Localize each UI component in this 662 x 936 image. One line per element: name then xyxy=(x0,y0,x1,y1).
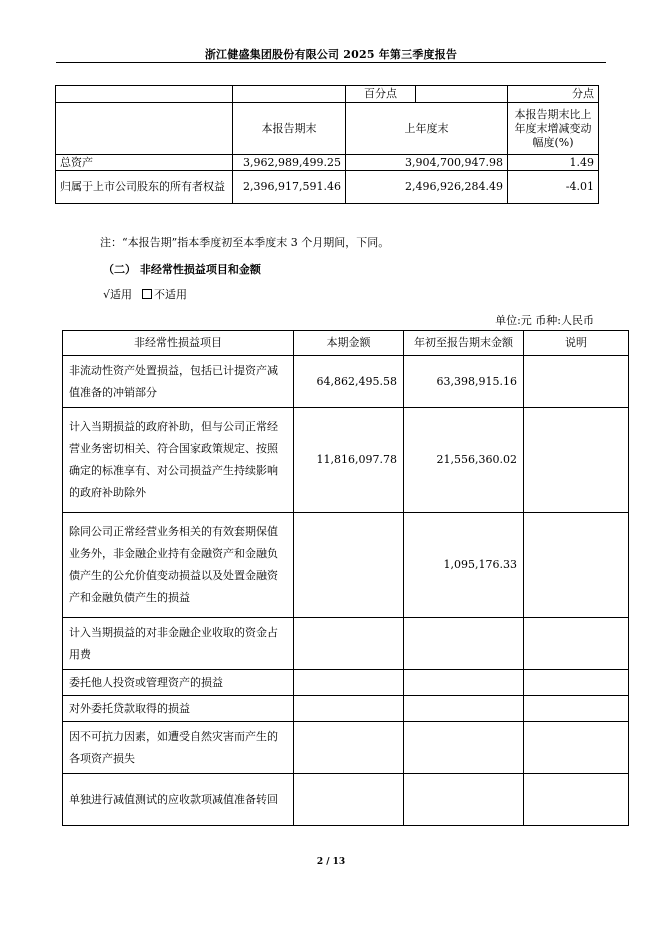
applicable-label: 适用 xyxy=(110,288,133,301)
not-applicable-label: 不适用 xyxy=(154,288,188,301)
table-row-item: 委托他人投资或管理资产的损益 xyxy=(63,670,294,696)
table-row-note xyxy=(524,670,629,696)
table-row-current xyxy=(294,774,404,826)
row-equity-label: 归属于上市公司股东的所有者权益 xyxy=(56,171,233,204)
period-note: 注：“本报告期”指本季度初至本季度末 3 个月期间，下同。 xyxy=(100,236,390,249)
row-total-assets-label: 总资产 xyxy=(56,155,233,171)
table-row-ytd: 1,095,176.33 xyxy=(404,513,524,618)
table-row-item: 因不可抗力因素，如遭受自然灾害而产生的各项资产损失 xyxy=(63,722,294,774)
key-financial-table xyxy=(55,85,599,204)
table-row-ytd xyxy=(404,618,524,670)
table-row-current xyxy=(294,670,404,696)
row-total-assets-prev: 3,904,700,947.98 xyxy=(346,155,508,171)
row-total-assets-current: 3,962,989,499.25 xyxy=(233,155,346,171)
t2-header-item: 非经常性损益项目 xyxy=(63,331,294,356)
checkmark-icon: √ xyxy=(103,288,111,301)
table-row-ytd xyxy=(404,696,524,722)
table-row-note xyxy=(524,408,629,513)
unit-currency-line: 单位:元 币种:人民币 xyxy=(495,314,594,327)
table-row-current xyxy=(294,513,404,618)
table-row-item: 计入当期损益的政府补助，但与公司正常经营业务密切相关、符合国家政策规定、按照确定的标准享有、对公司损益产生持续影响的政府补助除外 xyxy=(63,408,294,513)
t2-header-ytd: 年初至报告期末金额 xyxy=(404,331,524,356)
table-row-ytd xyxy=(404,774,524,826)
table-row-note xyxy=(524,696,629,722)
table-row-note xyxy=(524,618,629,670)
t1-blank xyxy=(416,86,508,103)
section-heading: （二） 非经常性损益项目和金额 xyxy=(103,263,261,276)
table-row-note xyxy=(524,513,629,618)
non-recurring-items-table xyxy=(62,330,629,826)
col-current-period-end: 本报告期末 xyxy=(233,103,346,155)
table-row-current: 11,816,097.78 xyxy=(294,408,404,513)
table-row-current xyxy=(294,618,404,670)
table-row-note xyxy=(524,356,629,408)
table-row-ytd xyxy=(404,670,524,696)
t1-blank xyxy=(233,86,346,103)
t2-header-note: 说明 xyxy=(524,331,629,356)
applicable-options xyxy=(103,286,187,302)
table-row-item: 除同公司正常经营业务相关的有效套期保值业务外，非金融企业持有金融资产和金融负债产生的公允价值变动损益以及处置金融资产和金融负债产生的损益 xyxy=(63,513,294,618)
unit-cents: 分点 xyxy=(508,86,599,103)
page-number: 2 / 13 xyxy=(316,857,346,867)
table-row-ytd xyxy=(404,722,524,774)
table-row-ytd: 21,556,360.02 xyxy=(404,408,524,513)
row-total-assets-change: 1.49 xyxy=(508,155,599,171)
col-prev-year-end: 上年度末 xyxy=(346,103,508,155)
table-row-item: 计入当期损益的对非金融企业收取的资金占用费 xyxy=(63,618,294,670)
table-row-item: 单独进行减值测试的应收款项减值准备转回 xyxy=(63,774,294,826)
t1-blank xyxy=(56,86,233,103)
row-equity-current: 2,396,917,591.46 xyxy=(233,171,346,204)
checkbox-empty-icon xyxy=(142,289,152,299)
report-header-title: 浙江健盛集团股份有限公司 2025 年第三季度报告 xyxy=(204,48,458,61)
table-row-item: 对外委托贷款取得的损益 xyxy=(63,696,294,722)
row-equity-prev: 2,496,926,284.49 xyxy=(346,171,508,204)
table-row-current: 64,862,495.58 xyxy=(294,356,404,408)
table-row-ytd: 63,398,915.16 xyxy=(404,356,524,408)
row-equity-change: -4.01 xyxy=(508,171,599,204)
table-row-current xyxy=(294,722,404,774)
table-row-item: 非流动性资产处置损益，包括已计提资产减值准备的冲销部分 xyxy=(63,356,294,408)
col-change-percent: 本报告期末比上年度末增减变动幅度(%) xyxy=(508,103,599,155)
unit-percent: 百分点 xyxy=(346,86,416,103)
table-row-note xyxy=(524,774,629,826)
header-rule xyxy=(56,62,606,63)
t1-header-blank xyxy=(56,103,233,155)
t2-header-current: 本期金额 xyxy=(294,331,404,356)
table-row-note xyxy=(524,722,629,774)
table-row-current xyxy=(294,696,404,722)
